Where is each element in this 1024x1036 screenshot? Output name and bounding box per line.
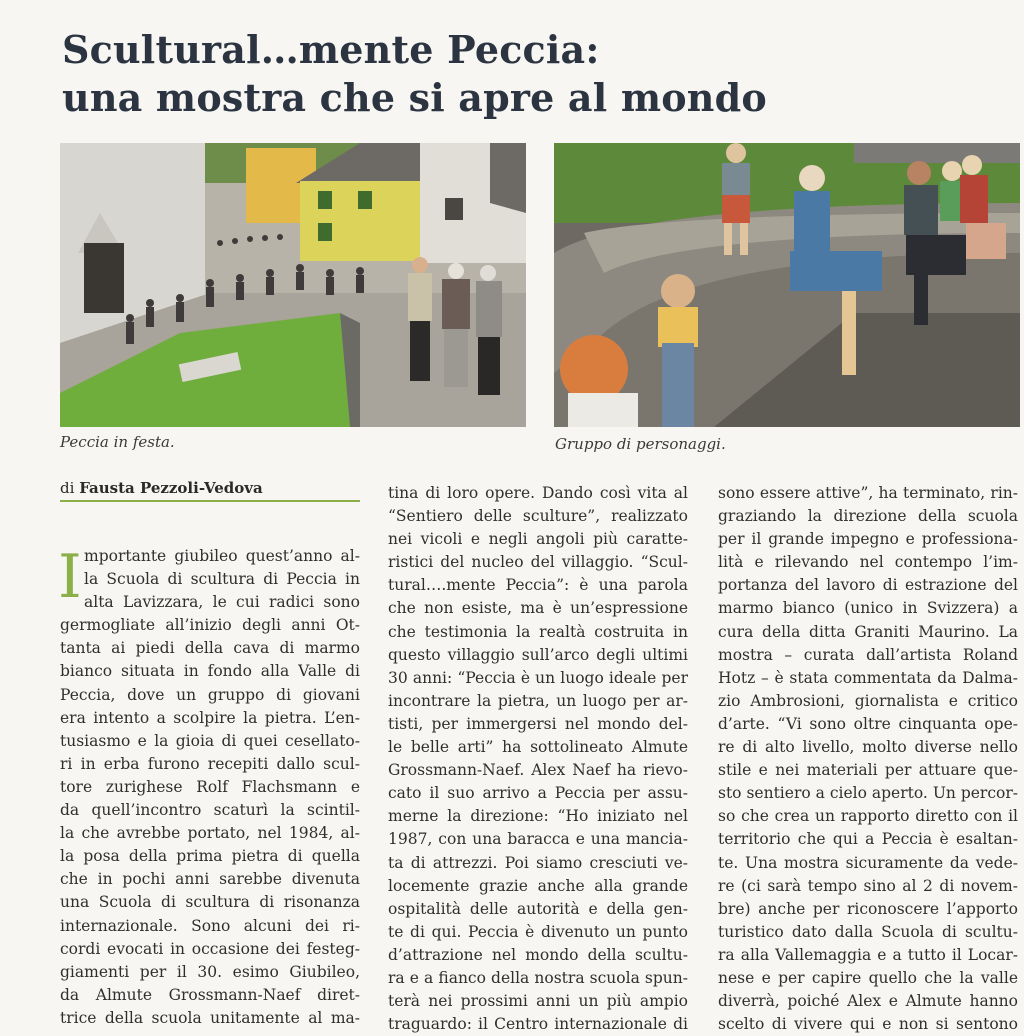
text-line: cato il suo arrivo a Peccia per assu- (388, 784, 688, 803)
text-line: ristici del nucleo del villaggio. “Scul- (388, 553, 688, 572)
text-line: una Scuola di scultura di risonanza (60, 893, 360, 912)
text-line: traguardo: il Centro internazionale di (388, 1015, 688, 1034)
text-line: la Scuola di scultura di Peccia in (84, 570, 360, 589)
text-line: nese e per capire quello che la valle (718, 968, 1018, 987)
text-line: incontrare la pietra, un luogo per ar- (388, 691, 688, 710)
text-line: marmo bianco (unico in Svizzera) a (718, 599, 1018, 618)
text-line: la che avrebbe portato, nel 1984, al- (60, 824, 360, 843)
text-line: cordi evocati in occasione dei festeg- (60, 939, 360, 958)
text-line: mostra – curata dall’artista Roland (718, 645, 1018, 664)
text-line: territorio che qui a Peccia è esaltan- (718, 830, 1018, 849)
text-line: internazionale. Sono alcuni dei ri- (60, 916, 360, 935)
text-line: giamenti per il 30. esimo Giubileo, (60, 962, 360, 981)
text-line: Grossmann-Naef. Alex Naef ha rievo- (388, 761, 688, 780)
caption-left: Peccia in festa. (60, 433, 175, 451)
text-line: ospitalità delle autorità e della gen- (388, 899, 688, 918)
text-line: questo villaggio sull’arco degli ultimi (388, 645, 688, 664)
text-line: la posa della prima pietra di quella (60, 847, 360, 866)
text-line: bianco situata in fondo alla Valle di (60, 662, 360, 681)
text-line: stile e nei materiali per attuare que- (718, 761, 1018, 780)
text-line: che non esiste, ma è un’espressione (388, 599, 688, 618)
text-line: locemente grazie anche alla grande (388, 876, 688, 895)
text-line: da quell’incontro scaturì la scintil- (60, 801, 360, 820)
text-line: te di qui. Peccia è divenuto un punto (388, 922, 688, 941)
drop-cap: I (58, 542, 82, 612)
article-title (62, 26, 962, 122)
text-line: era intento a scolpire la pietra. L’en- (60, 708, 360, 727)
text-line: che testimonia la realtà costruita in (388, 622, 688, 641)
photo-sculpture-group (554, 143, 1020, 427)
text-line: ra alla Vallemaggia e a tutto il Locar- (718, 945, 1018, 964)
text-line: tusiasmo e la gioia di quei cesellato- (60, 731, 360, 750)
text-line: te. Una mostra sicuramente da vede- (718, 853, 1018, 872)
text-line: tore zurighese Rolf Flachsmann e (60, 777, 360, 796)
text-line: ta di attrezzi. Poi siamo cresciuti ve- (388, 853, 688, 872)
text-column-2 (388, 482, 688, 1036)
text-line: bre) anche per riconoscere l’apporto (718, 899, 1018, 918)
text-line: portanza del lavoro di estrazione del (718, 576, 1018, 595)
text-line: Hotz – è stata commentata da Dalma- (718, 668, 1018, 687)
byline-prefix: di (60, 479, 75, 497)
text-line: so che crea un rapporto diretto con il (718, 807, 1018, 826)
caption-right: Gruppo di personaggi. (555, 435, 726, 453)
text-line: cura della ditta Graniti Maurino. La (718, 622, 1018, 641)
text-line: 1987, con una baracca e una mancia- (388, 830, 688, 849)
text-line: nei vicoli e negli angoli più caratte- (388, 530, 688, 549)
text-line: terà nei prossimi anni un più ampio (388, 992, 688, 1011)
text-line: alta Lavizzara, le cui radici sono (84, 593, 360, 612)
text-line: germogliate all’inizio degli anni Ot- (60, 616, 360, 635)
text-line: “Sentiero delle sculture”, realizzato (388, 507, 688, 526)
text-line: diverrà, poiché Alex e Almute hanno (718, 992, 1018, 1011)
text-line: sono essere attive”, ha terminato, rin- (718, 484, 1018, 502)
text-line: le belle arti” ha sottolineato Almute (388, 738, 688, 757)
text-line: tural….mente Peccia”: è una parola (388, 576, 688, 595)
text-line: Peccia, dove un gruppo di giovani (60, 685, 360, 704)
text-line: merne la direzione: “Ho iniziato nel (388, 807, 688, 826)
text-line: che in pochi anni sarebbe divenuta (60, 870, 360, 889)
text-line: per il grande impegno e professiona- (718, 530, 1018, 549)
text-line: tisti, per immergersi nel mondo del- (388, 714, 688, 733)
text-line: ra e a fianco della nostra scuola spun- (388, 968, 688, 987)
text-line: turistico dato dalla Scuola di scultu- (718, 922, 1018, 941)
text-line: graziando la direzione della scuola (718, 507, 1018, 526)
text-line: trice della scuola unitamente al ma- (60, 1008, 360, 1027)
byline (60, 479, 360, 502)
text-line: lità e rilevando nel contempo l’im- (718, 553, 1018, 572)
text-line: re (ci sarà tempo sino al 2 di novem- (718, 876, 1018, 895)
text-line: tina di loro opere. Dando così vita al (388, 484, 688, 502)
text-line: mportante giubileo quest’anno al- (84, 547, 360, 565)
text-line: da Almute Grossmann-Naef diret- (60, 985, 360, 1004)
text-line: tanta ai piedi della cava di marmo (60, 639, 360, 658)
byline-author: Fausta Pezzoli-Vedova (79, 479, 263, 497)
text-line: ri in erba furono recepiti dallo scul- (60, 754, 360, 773)
text-line: re di alto livello, molto diverse nello (718, 738, 1018, 757)
text-line: d’attrazione nel mondo della scultu- (388, 945, 688, 964)
text-line: 30 anni: “Peccia è un luogo ideale per (388, 668, 688, 687)
title-line-2: una mostra che si apre al mondo (62, 75, 767, 120)
text-column-1 (58, 542, 360, 1030)
photo-village-festival (60, 143, 526, 427)
text-column-3 (718, 482, 1018, 1036)
text-line: d’arte. “Vi sono oltre cinquanta ope- (718, 714, 1018, 733)
text-line: scelto di vivere qui e non si sentono (718, 1015, 1018, 1034)
text-line: zio Ambrosioni, giornalista e critico (718, 691, 1018, 710)
title-line-1: Scultural…mente Peccia: (62, 27, 600, 72)
text-line: sto sentiero a cielo aperto. Un percor- (718, 784, 1018, 803)
